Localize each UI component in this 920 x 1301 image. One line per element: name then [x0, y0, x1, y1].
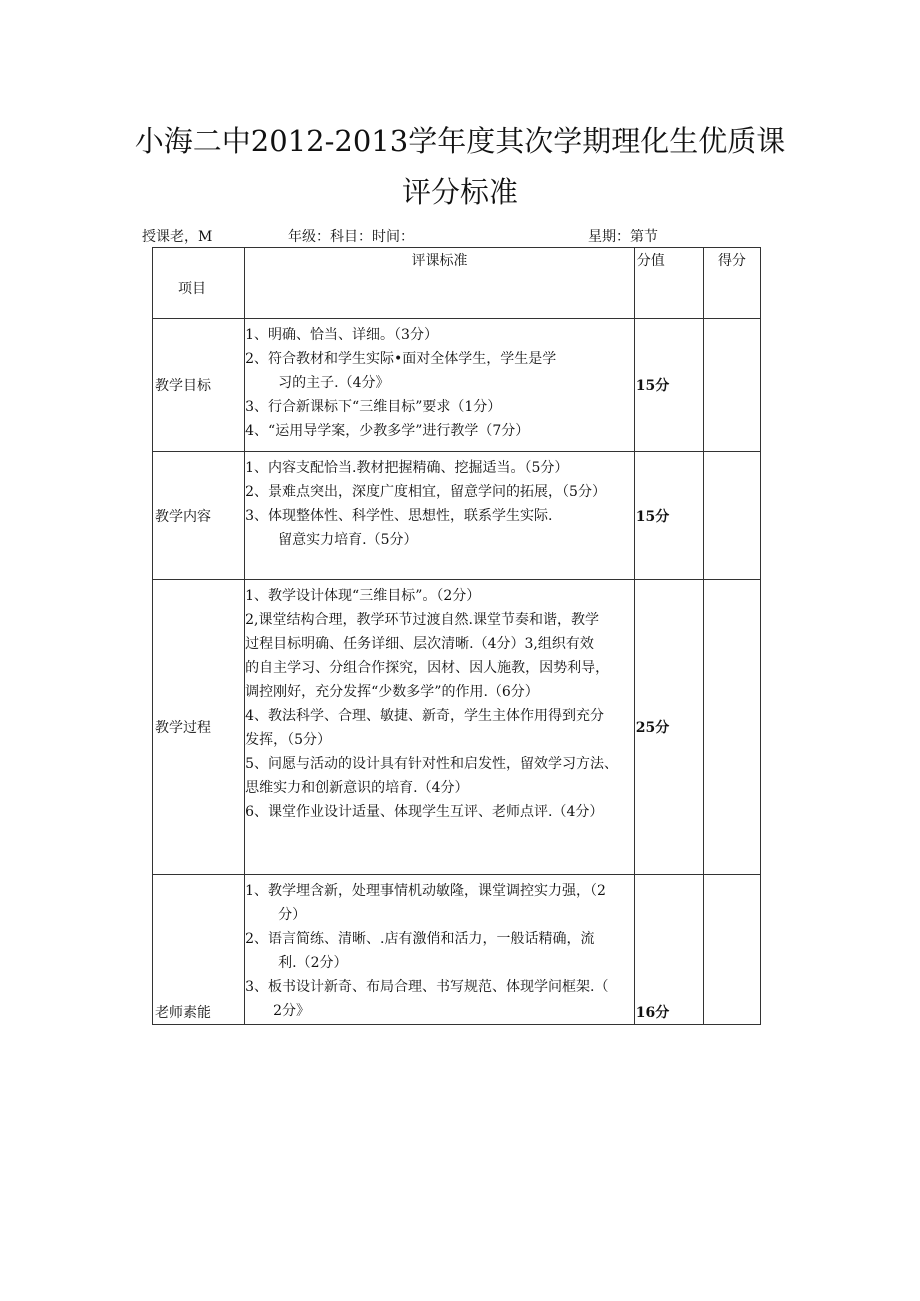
criteria-line: 调控刚好，充分发挥“少数多学”的作用.（6分） — [245, 684, 539, 700]
document-title-line-1: 小海二中2012-2013学年度其次学期理化生优质课 — [134, 124, 786, 158]
criteria-line: 思维实力和创新意识的培育.（4分） — [245, 780, 469, 796]
teacher-field: 授课老，M — [142, 229, 213, 245]
score-value: 25分 — [634, 580, 703, 875]
grade-subject-time-field: 年级：科目：时间： — [288, 229, 414, 245]
criteria-line: 发挥，（5分） — [245, 732, 332, 748]
criteria-line: 留意实力培育.（5分） — [278, 532, 418, 548]
table-row — [153, 452, 761, 580]
got-score-cell[interactable] — [703, 452, 760, 580]
criteria-line: 3、行合新课标下“三维目标”要求（1分） — [245, 399, 502, 415]
criteria-teaching-goal — [245, 319, 635, 452]
criteria-line: 1、明确、恰当、详细。（3分） — [245, 327, 438, 343]
criteria-line: 1、教学设计体现“三维目标”。（2分） — [245, 588, 481, 604]
criteria-teacher-quality — [245, 875, 635, 1025]
score-value: 15分 — [634, 452, 703, 580]
table-row — [153, 875, 761, 1025]
item-label-teaching-goal: 教学目标 — [153, 319, 245, 452]
criteria-line: 3、板书设计新奇、布局合理、书写规范、体现学问框架.（ — [245, 979, 609, 995]
criteria-line: 1、教学埋含新，处理事情机动敏隆，课堂调控实力强，（2 — [245, 883, 606, 899]
got-score-cell[interactable] — [703, 580, 760, 875]
criteria-teaching-content — [245, 452, 635, 580]
criteria-line: 4、“运用导学案，少教多学”进行教学（7分） — [245, 423, 530, 439]
criteria-line: 3、体现整体性、科学性、思想性，联系学生实际. — [245, 508, 553, 524]
item-label-teaching-process: 教学过程 — [153, 580, 245, 875]
table-header-row — [153, 248, 761, 319]
score-value: 16分 — [634, 875, 703, 1025]
criteria-line: 2、符合教材和学生实际•面对全体学生，学生是学 — [245, 351, 557, 367]
lesson-meta — [142, 228, 682, 246]
scoring-table — [152, 247, 761, 1025]
item-label-teacher-quality: 老师素能 — [153, 875, 245, 1025]
criteria-line: 5、问愿与活动的设计具有针对性和启发性，留效学习方法、 — [245, 756, 619, 772]
criteria-line: 2分》 — [273, 1003, 311, 1019]
criteria-line: 4、教法科学、合理、敏捷、新奇，学生主体作用得到充分 — [245, 708, 605, 724]
got-score-cell[interactable] — [703, 319, 760, 452]
criteria-line: 2、景难点突出，深度广度相宜，留意学问的拓展，（5分） — [245, 484, 606, 500]
header-item: 项目 — [153, 248, 245, 319]
criteria-line: 习的主子.（4分》 — [278, 375, 390, 391]
criteria-line: 2、语言简练、清晰、.店有激俏和活力，一般话精确，流 — [245, 931, 595, 947]
weekday-period-field: 星期：第节 — [588, 229, 658, 245]
criteria-line: 利.（2分） — [278, 955, 348, 971]
criteria-line: 6、课堂作业设计适量、体现学生互评、老师点评.（4分） — [245, 804, 604, 820]
criteria-line: 的自主学习、分组合作探究，因材、因人施教，因势利导， — [245, 660, 610, 676]
score-value: 15分 — [634, 319, 703, 452]
item-label-teaching-content: 教学内容 — [153, 452, 245, 580]
criteria-line: 1、内容支配恰当.教材把握精确、挖掘适当。（5分） — [245, 460, 569, 476]
table-row — [153, 580, 761, 875]
criteria-line: 分） — [278, 907, 307, 923]
header-score: 分值 — [634, 248, 703, 319]
header-standard: 评课标准 — [245, 248, 635, 319]
got-score-cell[interactable] — [703, 875, 760, 1025]
criteria-line: 2,课堂结构合理，教学环节过渡自然.课堂节奏和谐，教学 — [245, 612, 599, 628]
document-title-line-2: 评分标准 — [401, 175, 518, 209]
header-got: 得分 — [703, 248, 760, 319]
table-row — [153, 319, 761, 452]
criteria-teaching-process — [245, 580, 635, 875]
criteria-line: 过程目标明确、任务详细、层次清晰.（4分）3,组织有效 — [245, 636, 594, 652]
